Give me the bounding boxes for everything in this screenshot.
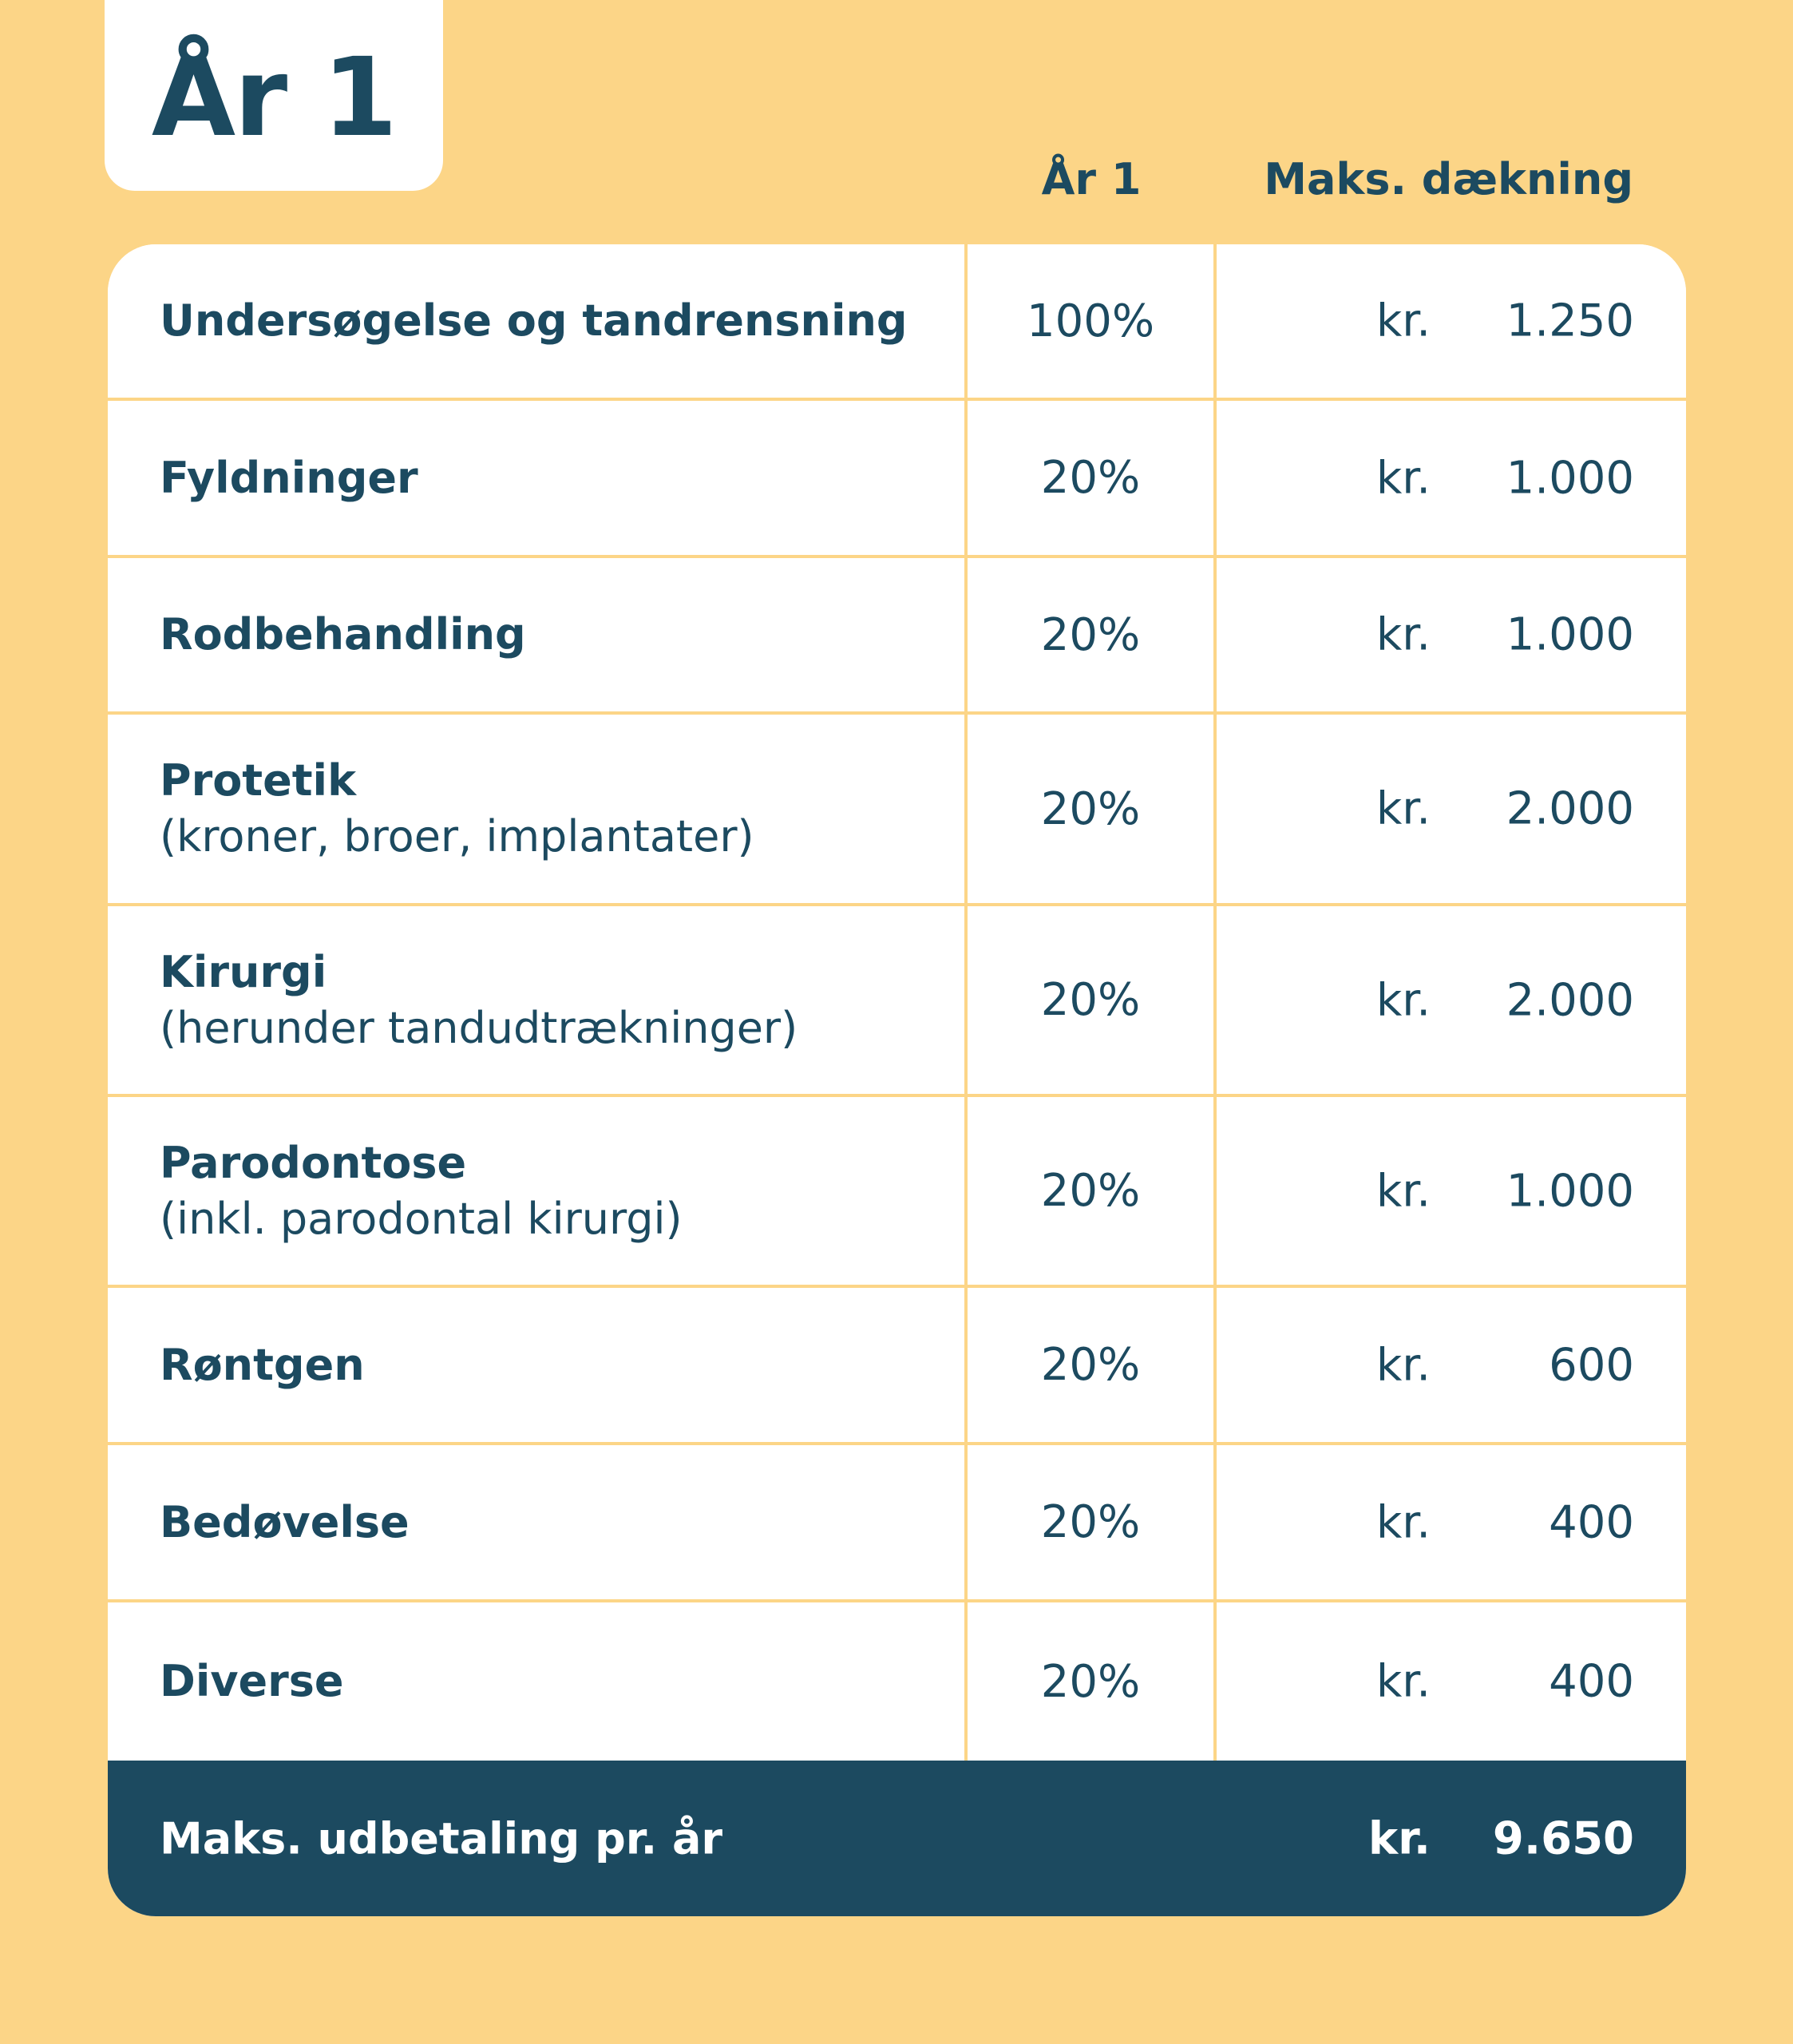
row-amount-cell	[1217, 1288, 1686, 1442]
page-title: År 1	[151, 34, 397, 161]
column-header-max-coverage: Maks. dækning	[1264, 154, 1633, 204]
row-amount: 1.000	[1506, 452, 1634, 504]
row-amount: 1.250	[1506, 295, 1634, 347]
row-label-cell	[108, 1602, 968, 1761]
table-row	[108, 715, 1686, 906]
currency-label: kr.	[1375, 1339, 1431, 1391]
row-percent: 20%	[968, 715, 1217, 903]
table-row	[108, 1097, 1686, 1288]
row-sublabel: (herunder tandudtrækninger)	[160, 1002, 798, 1053]
row-label: Parodontose	[160, 1137, 467, 1188]
row-amount-cell	[1217, 1097, 1686, 1285]
row-label: Undersøgelse og tandrensning	[160, 295, 908, 346]
row-amount-cell	[1217, 401, 1686, 555]
row-label-cell	[108, 244, 968, 398]
total-amount: 9.650	[1492, 1812, 1634, 1864]
row-percent: 20%	[968, 1602, 1217, 1761]
row-label: Rodbehandling	[160, 609, 526, 660]
table-row	[108, 1602, 1686, 1761]
row-amount: 1.000	[1506, 608, 1634, 661]
row-label-cell	[108, 1445, 968, 1599]
total-label: Maks. udbetaling pr. år	[160, 1813, 723, 1864]
row-amount: 2.000	[1506, 974, 1634, 1026]
row-amount-cell	[1217, 244, 1686, 398]
row-amount: 1.000	[1506, 1165, 1634, 1217]
currency-label: kr.	[1375, 1496, 1431, 1548]
row-amount-cell	[1217, 715, 1686, 903]
row-label: Fyldninger	[160, 452, 418, 503]
row-percent: 100%	[968, 244, 1217, 398]
table-row	[108, 1288, 1686, 1445]
row-percent: 20%	[968, 401, 1217, 555]
row-amount: 400	[1549, 1655, 1634, 1708]
row-label: Røntgen	[160, 1339, 365, 1390]
row-label-cell	[108, 401, 968, 555]
currency-label: kr.	[1375, 1165, 1431, 1217]
currency-label: kr.	[1375, 608, 1431, 661]
row-sublabel: (inkl. parodontal kirurgi)	[160, 1193, 683, 1244]
coverage-table	[108, 244, 1686, 1916]
table-row	[108, 558, 1686, 715]
currency-label: kr.	[1375, 295, 1431, 347]
row-amount-cell	[1217, 558, 1686, 711]
row-label: Bedøvelse	[160, 1496, 410, 1547]
row-percent: 20%	[968, 1445, 1217, 1599]
row-amount-cell	[1217, 1602, 1686, 1761]
row-label-cell	[108, 906, 968, 1094]
row-label-cell	[108, 1097, 968, 1285]
row-percent: 20%	[968, 1288, 1217, 1442]
row-label-cell	[108, 715, 968, 903]
row-amount: 600	[1549, 1339, 1634, 1391]
row-percent: 20%	[968, 1097, 1217, 1285]
row-label-cell	[108, 1288, 968, 1442]
currency-label: kr.	[1375, 782, 1431, 835]
currency-label: kr.	[1375, 452, 1431, 504]
row-label: Protetik	[160, 755, 356, 806]
row-amount: 400	[1549, 1496, 1634, 1548]
row-amount-cell	[1217, 1445, 1686, 1599]
title-tab	[105, 0, 443, 191]
row-percent: 20%	[968, 906, 1217, 1094]
row-amount-cell	[1217, 906, 1686, 1094]
table-row	[108, 401, 1686, 558]
currency-label: kr.	[1375, 974, 1431, 1026]
column-header-percent: År 1	[1041, 154, 1142, 204]
row-amount: 2.000	[1506, 782, 1634, 835]
table-row	[108, 1445, 1686, 1602]
row-label: Kirurgi	[160, 946, 327, 997]
total-row	[108, 1761, 1686, 1916]
total-currency-label: kr.	[1368, 1812, 1431, 1864]
currency-label: kr.	[1375, 1655, 1431, 1708]
table-row	[108, 244, 1686, 401]
row-percent: 20%	[968, 558, 1217, 711]
table-row	[108, 906, 1686, 1097]
row-label: Diverse	[160, 1656, 344, 1706]
row-label-cell	[108, 558, 968, 711]
row-sublabel: (kroner, broer, implantater)	[160, 811, 754, 862]
